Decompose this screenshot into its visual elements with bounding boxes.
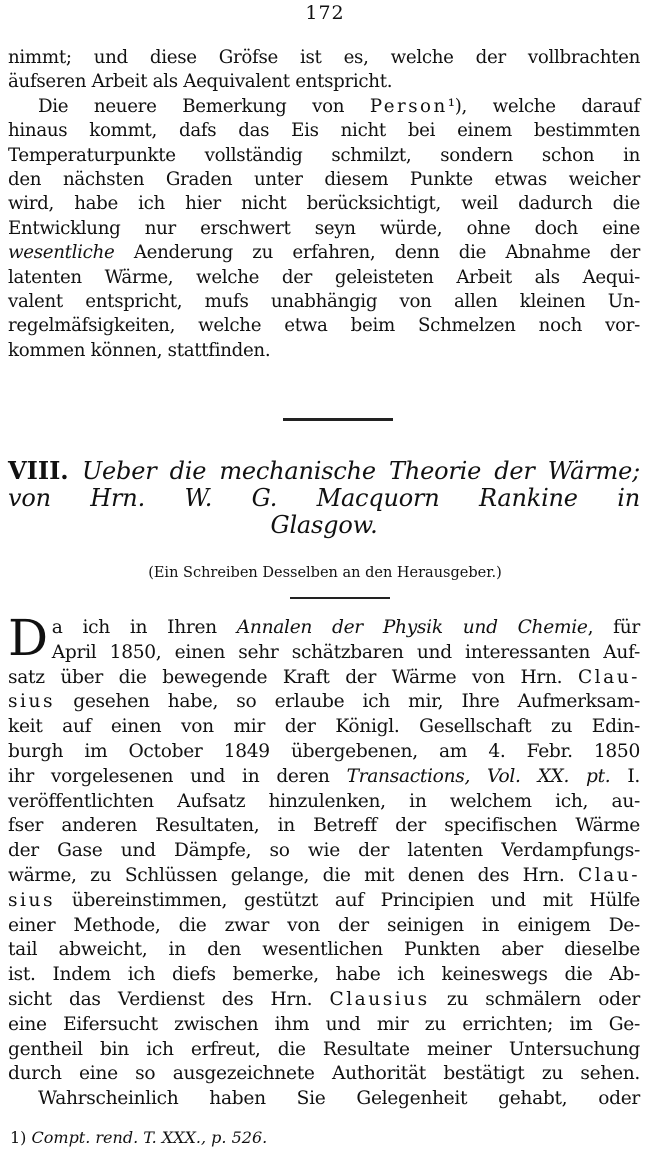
text-line: Wahrscheinlich haben Sie Gelegenheit gehabt, oder bbox=[38, 1088, 640, 1110]
section-number: VIII. bbox=[8, 456, 69, 485]
text-line: den nächsten Graden unter diesem Punkte etwas weicher bbox=[8, 169, 640, 191]
text-span: I. bbox=[610, 765, 640, 787]
journal-reference: Transactions, Vol. XX. pt. bbox=[346, 765, 611, 787]
text-span: wärme, zu Schlüssen gelange, die mit denen des Hrn. bbox=[8, 864, 578, 886]
author-name-clausius: sius bbox=[8, 691, 56, 713]
text-line: Temperaturpunkte vollständig schmilzt, sondern schon in bbox=[8, 144, 640, 166]
text-span: gesehen habe, so erlaube ich mir, Ihre Aufmerksam- bbox=[55, 691, 640, 713]
text-span: Aenderung zu erfahren, denn die Abnahme der bbox=[114, 242, 640, 264]
article-subtitle: (Ein Schreiben Desselben an den Herausgeber.) bbox=[148, 565, 502, 581]
author-name-clausius: Clausius bbox=[329, 988, 430, 1010]
text-line: der Gase und Dämpfe, so wie der latenten Verdampfungs- bbox=[8, 840, 640, 862]
section-divider bbox=[283, 418, 393, 421]
text-span: übereinstimmen, gestützt auf Principien und mit Hülfe bbox=[55, 889, 640, 911]
text-line: keit auf einen von mir der Königl. Gesellschaft zu Edin- bbox=[8, 716, 640, 738]
author-name-clausius: sius bbox=[8, 889, 56, 911]
footnote-text: Compt. rend. T. XXX., p. 526. bbox=[31, 1128, 268, 1147]
text-span: zu schmälern oder bbox=[429, 988, 640, 1010]
footnote bbox=[10, 1128, 267, 1147]
footnote-mark: 1) bbox=[10, 1128, 27, 1147]
text-line: nimmt; und diese Gröfse ist es, welche der vollbrachten bbox=[8, 47, 640, 68]
text-span: a ich in Ihren bbox=[51, 617, 237, 638]
text-line: einer Methode, die zwar von der seinigen in einigem De- bbox=[8, 914, 640, 936]
page-number: 172 bbox=[305, 2, 345, 24]
text-line: ist. Indem ich diefs bemerke, habe ich keineswegs die Ab- bbox=[8, 964, 640, 986]
article-body bbox=[8, 609, 640, 1112]
emphasis-text: wesentliche bbox=[8, 242, 115, 264]
text-span: ihr vorgelesenen und in deren bbox=[8, 765, 347, 787]
text-line: eine Eifersucht zwischen ihm und mir zu errichten; im Ge- bbox=[8, 1013, 640, 1035]
heading-line: Glasgow. bbox=[270, 511, 378, 539]
text-line bbox=[8, 690, 640, 715]
text-span: , für bbox=[587, 617, 640, 638]
drop-cap: D bbox=[8, 609, 48, 667]
subtitle-divider bbox=[290, 597, 390, 599]
text-span: ¹), welche darauf bbox=[447, 95, 640, 117]
heading-line bbox=[8, 457, 640, 485]
text-line bbox=[8, 988, 640, 1013]
text-line bbox=[8, 241, 640, 265]
text-line: latenten Wärme, welche der geleisteten Arbeit als Aequi- bbox=[8, 266, 640, 288]
text-line: wird, habe ich hier nicht berücksichtigt, weil dadurch die bbox=[8, 193, 640, 215]
text-line bbox=[8, 864, 640, 889]
author-name-person: Person bbox=[369, 95, 448, 117]
paragraph-continuation bbox=[8, 46, 640, 363]
text-line bbox=[8, 666, 640, 691]
text-span: Die neuere Bemerkung von bbox=[38, 95, 370, 117]
text-line: regelmäfsigkeiten, welche etwa beim Schmelzen noch vor- bbox=[8, 315, 640, 337]
text-line: burgh im October 1849 übergebenen, am 4. Febr. 1850 bbox=[8, 740, 640, 762]
text-line: durch eine so ausgezeichnete Authorität bestätigt zu sehen. bbox=[8, 1063, 640, 1085]
text-line: veröffentlichten Aufsatz hinzulenken, in welchem ich, au- bbox=[8, 790, 640, 812]
text-line bbox=[8, 889, 640, 914]
journal-title: Annalen der Physik und Chemie bbox=[236, 617, 588, 638]
article-title: Ueber die mechanische Theorie der Wärme; bbox=[82, 457, 640, 485]
text-span: sicht das Verdienst des Hrn. bbox=[8, 988, 330, 1010]
article-heading bbox=[8, 457, 640, 539]
text-line: gentheil bin ich erfreut, die Resultate meiner Untersuchung bbox=[8, 1038, 640, 1060]
text-line: hinaus kommt, dafs das Eis nicht bei einem bestimmten bbox=[8, 120, 640, 142]
text-line: April 1850, einen sehr schätzbaren und interessanten Auf- bbox=[51, 641, 640, 663]
heading-line: von Hrn. W. G. Macquorn Rankine in bbox=[8, 484, 640, 512]
text-line: valent entspricht, mufs unabhängig von allen kleinen Un- bbox=[8, 291, 640, 313]
text-line: fser anderen Resultaten, in Betreff der specifischen Wärme bbox=[8, 815, 640, 837]
author-name-clausius: Clau- bbox=[577, 864, 640, 886]
text-line: Entwicklung nur erschwert seyn würde, ohne doch eine bbox=[8, 217, 640, 239]
text-line bbox=[8, 95, 640, 119]
text-span: satz über die bewegende Kraft der Wärme von Hrn. bbox=[8, 666, 563, 688]
author-name-clausius: Clau- bbox=[577, 666, 640, 688]
text-line: äufseren Arbeit als Aequivalent entspricht. bbox=[8, 71, 393, 93]
text-line: tail abweicht, in den wesentlichen Punkten aber dieselbe bbox=[8, 939, 640, 961]
text-line bbox=[8, 765, 640, 790]
text-line: kommen können, stattfinden. bbox=[8, 339, 271, 361]
